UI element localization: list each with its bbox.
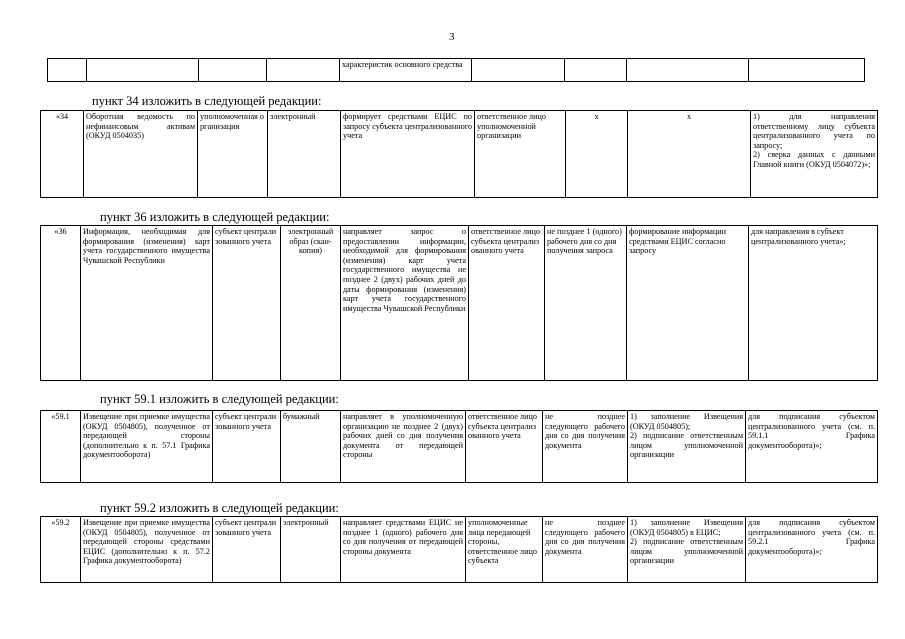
- table-cell: [48, 59, 87, 82]
- page-number: 3: [449, 31, 455, 43]
- table-cell: формирует средствами ЕЦИС по запросу субъекта централизованного учета: [341, 111, 475, 198]
- section-heading-36: пункт 36 изложить в следующей редакции:: [100, 210, 330, 224]
- table-section-34: [40, 110, 878, 198]
- table-row: [41, 411, 878, 483]
- table-cell: электронный: [268, 111, 341, 198]
- table-cell: субъект централизованного учета: [213, 226, 281, 381]
- table-cell: Информация, необходимая для формирования (изменения) карт учета государственного имущества Чувашской Республики: [81, 226, 213, 381]
- table-cell: Извещение при приемке имущества (ОКУД 0504805), полученное от передающей стороны (дополнительно к п. 57.1 Графика документооборота): [81, 411, 213, 483]
- table-cell: «59.2: [41, 517, 81, 583]
- table-cell: х: [566, 111, 628, 198]
- table-cell: Оборотная ведомость по нефинансовым активам (ОКУД 0504035): [84, 111, 198, 198]
- table-row: [48, 59, 865, 82]
- table-cell: характеристик основного средства: [340, 59, 472, 82]
- table-cell: [472, 59, 565, 82]
- table-cell: формирование информации средствами ЕЦИС согласно запросу: [627, 226, 749, 381]
- table-cell: х: [628, 111, 751, 198]
- table-row: [41, 517, 878, 583]
- section-heading-34: пункт 34 изложить в следующей редакции:: [92, 94, 322, 108]
- table-cell: электронный: [281, 517, 341, 583]
- table-cell: не позднее следующего рабочего дня со дня получения документа: [543, 411, 628, 483]
- table-cell: направляет средствами ЕЦИС не позднее 1 (одного) рабочего дня со дня получения от передающей стороны документа: [341, 517, 466, 583]
- table-cell: ответственное лицо уполномоченной организации: [475, 111, 566, 198]
- table-cell: уполномоченные лица передающей стороны, ответственное лицо субъекта: [466, 517, 543, 583]
- table-cell: [199, 59, 267, 82]
- table-cell: [87, 59, 199, 82]
- table-cell: для направления в субъект централизованного учета»;: [749, 226, 878, 381]
- table-cell: бумажный: [281, 411, 341, 483]
- table-cell: ответственное лицо субъекта централизованного учета: [466, 411, 543, 483]
- table-section-59-1: [40, 410, 878, 483]
- table-cell: 1) заполнение Извещения (ОКУД 0504805); 2) подписание ответственным лицом уполномоченной организации: [628, 411, 746, 483]
- section-heading-59-1: пункт 59.1 изложить в следующей редакции:: [100, 392, 339, 406]
- table-cell: уполномоченная организация: [198, 111, 268, 198]
- table-cell: 1) заполнение Извещения (ОКУД 0504805) в ЕЦИС; 2) подписание ответственным лицом уполномоченной организации: [628, 517, 746, 583]
- table-cell: для подписания субъектом централизованного учета (см. п. 59.1.1 Графика документооборота)»;: [746, 411, 878, 483]
- table-cell: не позднее следующего рабочего дня со дня получения документа: [543, 517, 628, 583]
- table-cell: направляет в уполномоченную организацию не позднее 2 (двух) рабочих дней со дня получения документа от передающей стороны: [341, 411, 466, 483]
- table-cell: для подписания субъектом централизованного учета (см. п. 59.2.1 Графика документооборота)»;: [746, 517, 878, 583]
- top-continuation-table: [47, 58, 865, 82]
- table-row: [41, 111, 878, 198]
- table-cell: субъект централизованного учета: [213, 517, 281, 583]
- table-cell: [267, 59, 340, 82]
- table-cell: 1) для направления ответственному лицу субъекта централизованного учета по запросу; 2) сверка данных с данными Главной книги (ОКУД 0504072)»;: [751, 111, 878, 198]
- table-section-36: [40, 225, 878, 381]
- table-section-59-2: [40, 516, 878, 583]
- table-cell: электронный образ (скан-копия): [281, 226, 341, 381]
- table-cell: [565, 59, 627, 82]
- table-cell: не позднее 1 (одного) рабочего дня со дня получения запроса: [545, 226, 627, 381]
- section-heading-59-2: пункт 59.2 изложить в следующей редакции:: [100, 501, 339, 515]
- table-cell: [749, 59, 865, 82]
- table-cell: субъект централизованного учета: [213, 411, 281, 483]
- table-cell: [627, 59, 749, 82]
- table-cell: Извещение при приемке имущества (ОКУД 0504805), полученное от передающей стороны средствами ЕЦИС (дополнительно к п. 57.2 Графика документооборота): [81, 517, 213, 583]
- table-cell: «34: [41, 111, 84, 198]
- table-row: [41, 226, 878, 381]
- table-cell: ответственное лицо субъекта централизованного учета: [469, 226, 545, 381]
- table-cell: направляет запрос о предоставлении информации, необходимой для формирования (изменения) карт учета государственного имущества не позднее 2 (двух) рабочих дней до даты формирования (изменения) карт учета государственного имущества Чувашской Республики: [341, 226, 469, 381]
- table-cell: «36: [41, 226, 81, 381]
- table-cell: «59.1: [41, 411, 81, 483]
